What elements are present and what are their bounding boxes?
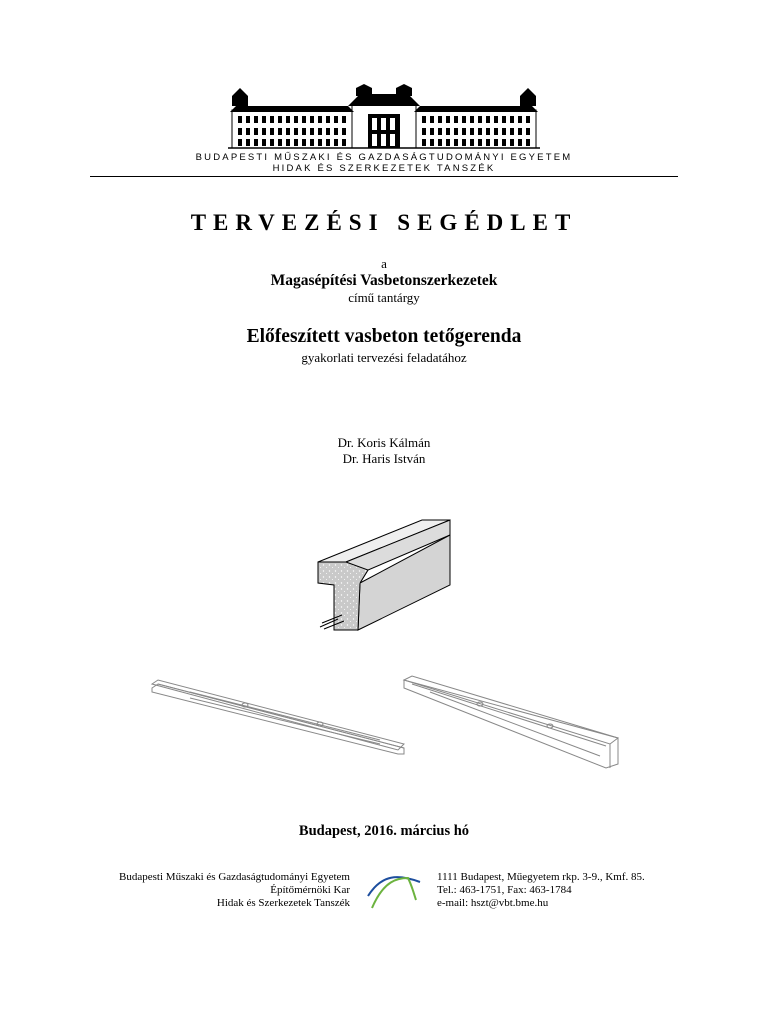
beam-drawing-right xyxy=(400,674,625,774)
author-1: Dr. Koris Kálmán xyxy=(337,435,431,450)
header-divider xyxy=(90,176,678,177)
university-building-logo xyxy=(228,84,540,150)
footer-phone: Tel.: 463-1751, Fax: 463-1784 xyxy=(437,884,572,896)
course-suffix: című tantárgy xyxy=(348,290,420,305)
university-name: BUDAPESTI MŰSZAKI ÉS GAZDASÁGTUDOMÁNYI EGYETEM xyxy=(195,152,573,163)
subject-subtitle: gyakorlati tervezési feladatához xyxy=(301,350,467,365)
department-logo xyxy=(364,870,424,910)
author-2: Dr. Haris István xyxy=(342,451,426,466)
footer-left-block xyxy=(119,871,350,910)
date-line: Budapest, 2016. március hó xyxy=(298,823,470,839)
t-beam-illustration xyxy=(310,515,460,645)
document-title: TERVEZÉSI SEGÉDLET xyxy=(190,210,578,235)
subject-title: Előfeszített vasbeton tetőgerenda xyxy=(246,326,522,347)
footer-email[interactable]: e-mail: hszt@vbt.bme.hu xyxy=(437,897,549,909)
beam-drawing-left xyxy=(150,678,410,758)
course-name: Magasépítési Vasbetonszerkezetek xyxy=(270,272,498,289)
footer-department: Hidak és Szerkezetek Tanszék xyxy=(216,897,350,909)
footer-address: 1111 Budapest, Műegyetem rkp. 3-9., Kmf. 85. xyxy=(437,871,645,883)
footer-faculty: Építőmérnöki Kar xyxy=(270,884,350,896)
footer-university: Budapesti Műszaki és Gazdaságtudományi Egyetem xyxy=(119,871,350,883)
department-name: HIDAK ÉS SZERKEZETEK TANSZÉK xyxy=(272,163,496,174)
footer-right-block xyxy=(437,871,645,910)
article-a: a xyxy=(381,256,387,271)
